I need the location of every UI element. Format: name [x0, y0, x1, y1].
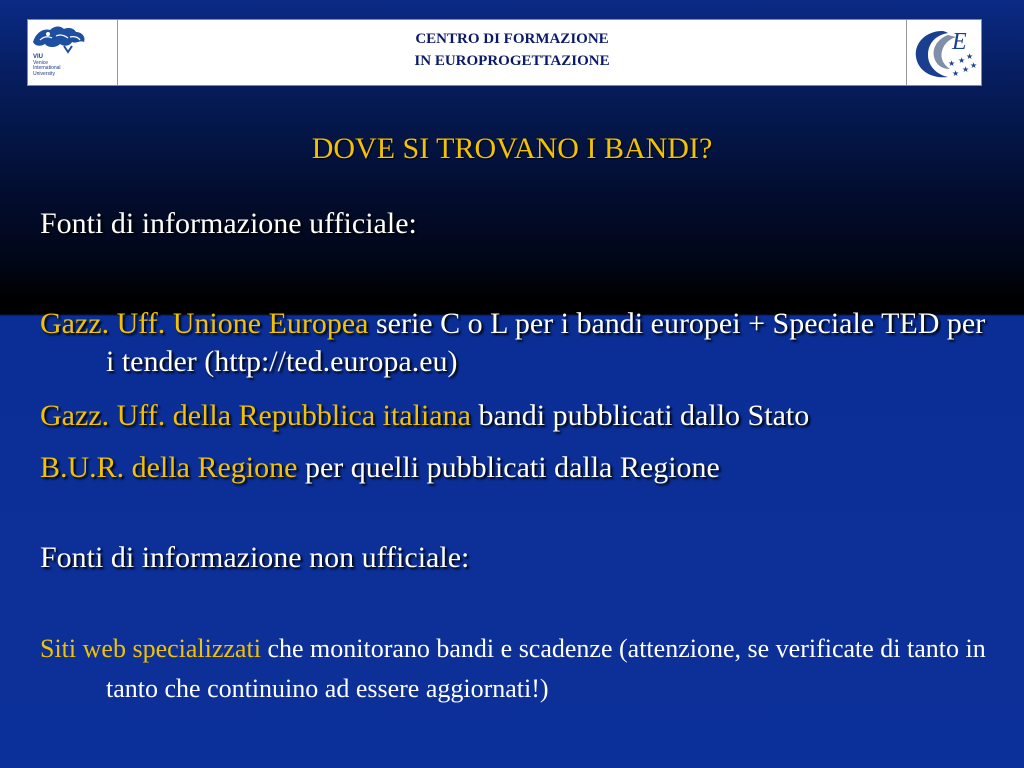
svg-text:★: ★	[970, 61, 978, 70]
euro-logo	[906, 20, 981, 85]
euro-e-stars-logo-icon	[908, 21, 980, 84]
header-title-line1: CENTRO DI FORMAZIONE	[415, 31, 609, 47]
viu-lion-logo-icon	[30, 22, 90, 56]
list-item	[40, 305, 990, 381]
header-bar	[27, 19, 982, 86]
header-title	[118, 28, 906, 72]
svg-text:★: ★	[952, 69, 960, 78]
header-title-line2: IN EUROPROGETTAZIONE	[414, 53, 610, 69]
list-item-text: per quelli pubblicati dalla Regione	[297, 451, 720, 484]
viu-name-line3: University	[33, 70, 55, 77]
list-item-highlight: Gazz. Uff. della Repubblica italiana	[40, 399, 471, 432]
list-item-text: che monitorano bandi e scadenze (attenzione, se verificate di tanto in tanto che continuino ad essere aggiornati!)	[106, 634, 986, 703]
list-item	[40, 629, 990, 709]
viu-name-line2: International	[33, 65, 61, 71]
list-item-highlight: Siti web specializzati	[40, 634, 261, 663]
viu-logo	[28, 20, 118, 85]
list-item-text: bandi pubblicati dallo Stato	[470, 399, 810, 432]
list-item-highlight: B.U.R. della Regione	[40, 451, 298, 484]
slide-title: DOVE SI TROVANO I BANDI?	[311, 132, 713, 165]
viu-acronym: VIU	[33, 54, 44, 60]
svg-text:★: ★	[958, 56, 966, 65]
svg-text:★: ★	[948, 59, 956, 68]
unofficial-sources-heading: Fonti di informazione non ufficiale:	[40, 541, 470, 574]
official-sources-heading: Fonti di informazione ufficiale:	[40, 207, 417, 240]
svg-text:E: E	[952, 29, 967, 55]
svg-text:★: ★	[962, 65, 970, 74]
list-item	[40, 449, 990, 487]
list-item-text: serie C o L per i bandi europei + Speciale TED per i tender (http://ted.europa.eu)	[106, 307, 986, 378]
svg-text:★: ★	[966, 52, 974, 61]
list-item	[40, 397, 990, 435]
viu-name-line1: Venice	[33, 59, 49, 66]
list-item-highlight: Gazz. Uff. Unione Europea	[40, 307, 369, 340]
